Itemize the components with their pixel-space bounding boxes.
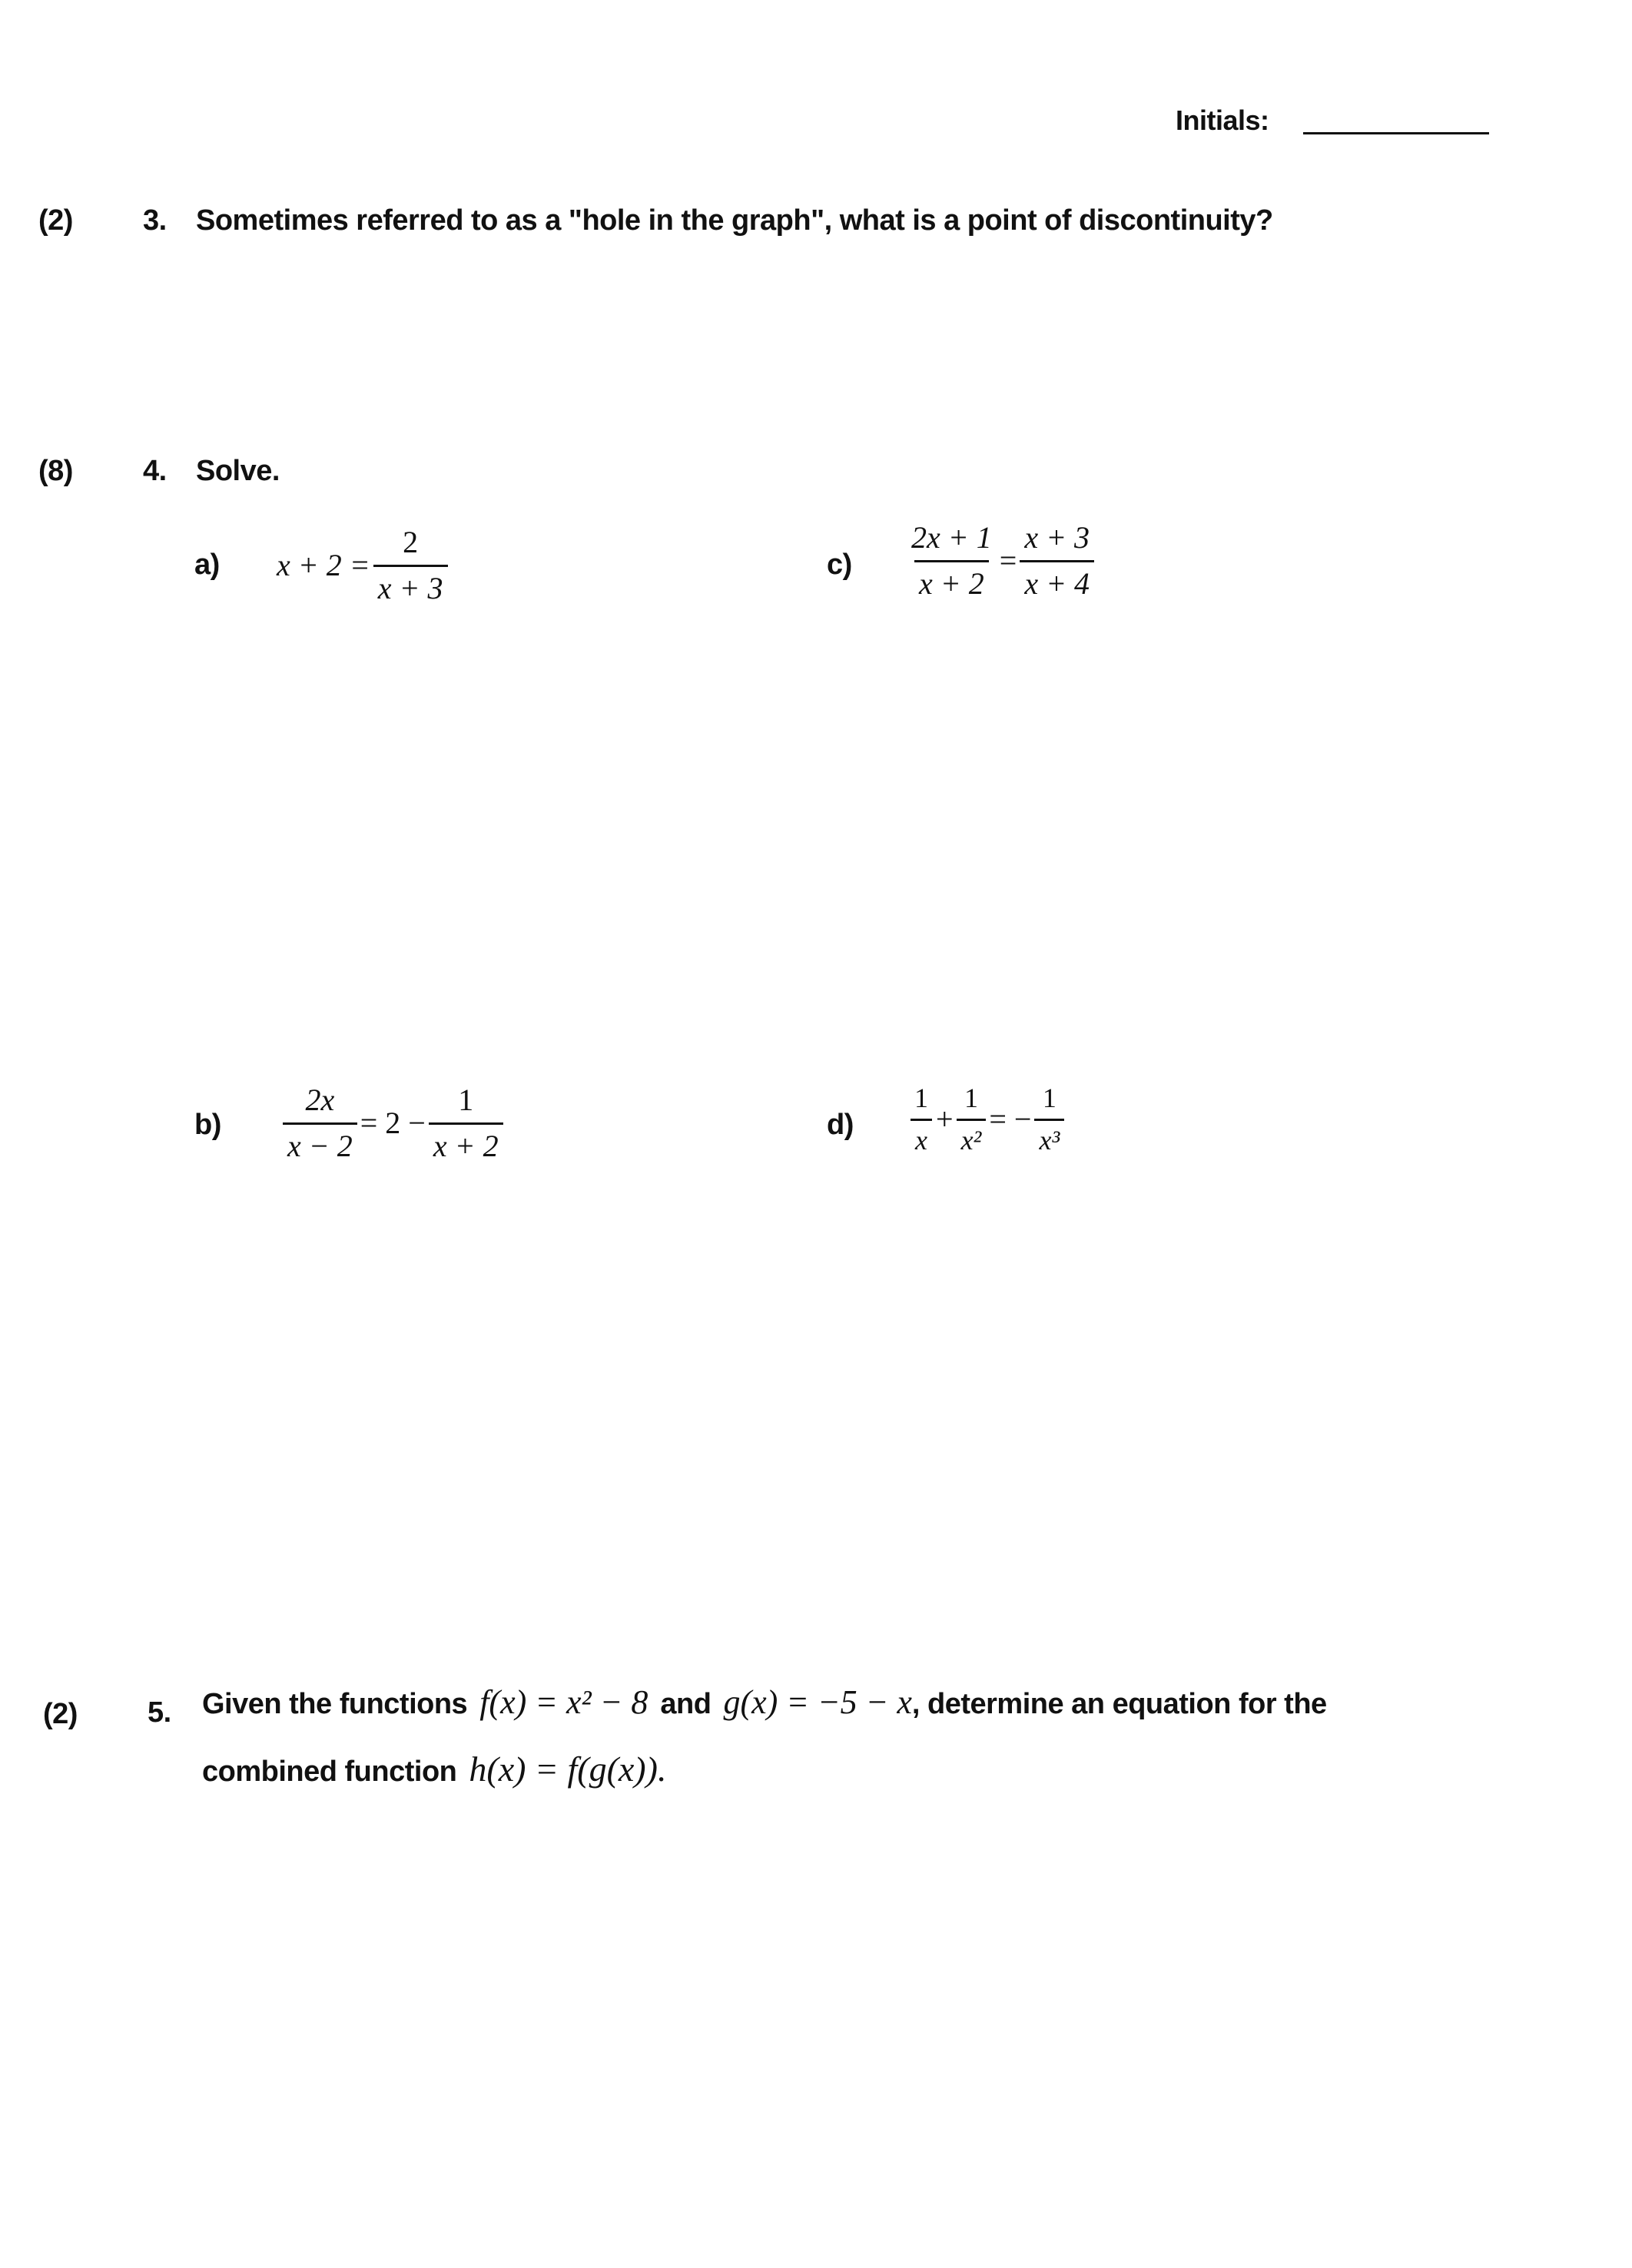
q4d-numerator-3: 1 [1042,1083,1056,1113]
q5-points: (2) [43,1698,78,1730]
q4a-numerator: 2 [403,525,419,559]
q4b-equation [280,1082,506,1164]
q5-line-1 [202,1683,1327,1722]
q4b-numerator-2: 1 [458,1083,474,1117]
q5-g-definition: g(x) = −5 − x [723,1683,912,1721]
q5-f-definition: f(x) = x² − 8 [479,1683,648,1721]
q5-line1-end: , determine an equation for the [911,1688,1327,1720]
q5-and: and [660,1688,712,1720]
initials-label: Initials: [1176,104,1269,136]
q4d-plus: + [936,1102,954,1136]
q4b-denominator-2: x + 2 [429,1122,503,1164]
q4-number: 4. [143,455,167,487]
q4d-equation [907,1082,1067,1156]
q3-points: (2) [38,204,73,237]
q4c-denominator-1: x + 2 [914,560,989,602]
q4d-denominator-3: x³ [1034,1119,1064,1156]
q5-line1-start: Given the functions [202,1688,468,1720]
q4b-numerator-1: 2x [305,1083,335,1117]
q4b-denominator-1: x − 2 [283,1122,357,1164]
q4b-label: b) [194,1109,221,1141]
q4d-denominator-1: x [911,1119,932,1156]
q4c-numerator-1: 2x + 1 [911,520,992,555]
q4c-label: c) [827,549,852,581]
q4b-middle: = 2 − [360,1106,426,1140]
q5-h-definition: h(x) = f(g(x)). [469,1749,667,1789]
q4a-equation [277,524,451,606]
q4a-denominator: x + 3 [373,565,448,606]
q4d-equals: = − [989,1102,1032,1136]
q5-line-2 [202,1749,666,1789]
q4-text: Solve. [196,455,280,487]
q4d-denominator-2: x² [957,1119,987,1156]
q4c-equals: = [999,543,1017,578]
q3-number: 3. [143,204,167,237]
q4d-label: d) [827,1109,854,1141]
q4-points: (8) [38,455,73,487]
q4d-numerator-1: 1 [914,1083,928,1113]
q5-line2-start: combined function [202,1756,457,1788]
initials-blank[interactable] [1303,132,1489,134]
q5-number: 5. [148,1696,171,1729]
q4a-lhs: x + 2 = [277,548,370,582]
q4a-label: a) [194,549,220,581]
q3-text: Sometimes referred to as a "hole in the graph", what is a point of discontinuity? [196,204,1273,237]
q4c-numerator-2: x + 3 [1024,520,1090,555]
q4d-numerator-2: 1 [964,1083,978,1113]
q4c-equation [904,519,1097,602]
q4c-denominator-2: x + 4 [1020,560,1094,602]
